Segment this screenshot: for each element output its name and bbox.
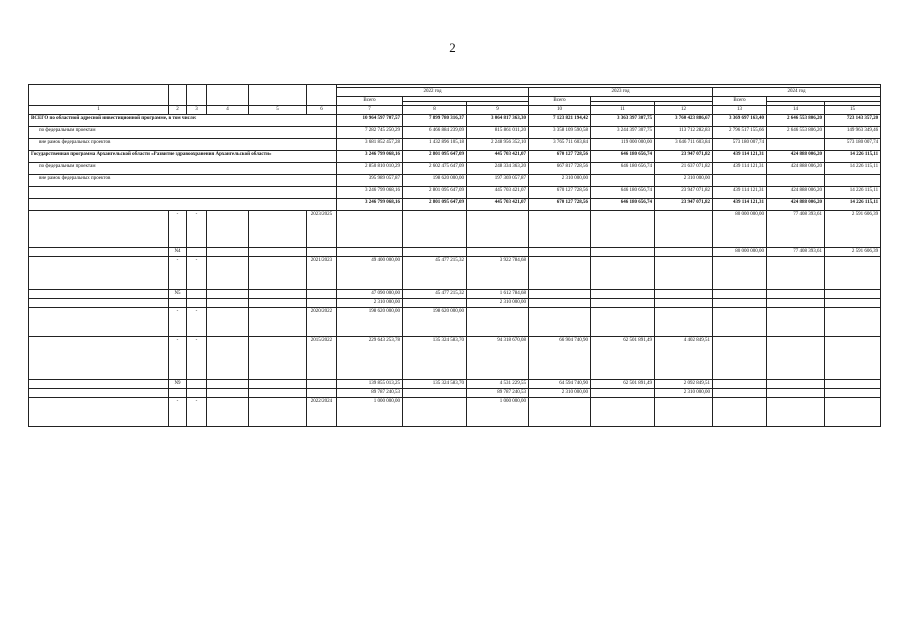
summary-row-value: 2 796 517 155,66 — [713, 127, 767, 139]
summary-row-value: 439 114 121,31 — [713, 187, 767, 199]
summary-row-value: 3 681 852 457,28 — [337, 139, 403, 151]
summary-row-value: 445 703 421,07 — [467, 151, 529, 163]
header-fund — [187, 85, 207, 106]
federal-project-value: 80 000 000,00 — [713, 248, 767, 257]
summary-row-value: 670 127 728,56 — [529, 151, 591, 163]
non-federal-value: 89 787 240,53 — [467, 389, 529, 398]
object-power — [207, 257, 249, 290]
summary-row-value: 424 888 006,20 — [767, 163, 825, 175]
federal-project-title — [29, 248, 169, 257]
object-value — [655, 398, 713, 427]
federal-project-row — [29, 248, 881, 257]
object-value — [655, 257, 713, 290]
column-number: 11 — [591, 106, 655, 115]
object-power — [207, 337, 249, 380]
summary-row-title: по федеральным проектам — [29, 127, 337, 139]
federal-project-value — [713, 380, 767, 389]
page-number: 2 — [449, 40, 456, 55]
empty-cell — [307, 248, 337, 257]
column-number: 8 — [403, 106, 467, 115]
non-federal-value: 89 787 240,53 — [337, 389, 403, 398]
summary-row — [29, 199, 881, 211]
object-value: 3 922 784,68 — [467, 257, 529, 290]
federal-project-value — [467, 248, 529, 257]
summary-row-value: 3 760 423 886,67 — [655, 115, 713, 127]
header-total-2024: Всего — [713, 97, 767, 106]
summary-row — [29, 139, 881, 151]
header-term — [307, 85, 337, 106]
object-value — [825, 257, 881, 290]
object-term: 2023/2025 — [307, 211, 337, 248]
empty-cell — [169, 389, 187, 398]
federal-project-value: 2 591 606,39 — [825, 248, 881, 257]
non-federal-value — [529, 299, 591, 308]
object-fund: - — [187, 257, 207, 290]
summary-row-value: 10 964 597 707,57 — [337, 115, 403, 127]
object-name — [29, 308, 169, 337]
federal-project-value — [529, 290, 591, 299]
non-federal-value: 2 310 000,00 — [529, 389, 591, 398]
summary-row-value: 2 850 810 010,29 — [337, 163, 403, 175]
object-value — [591, 398, 655, 427]
empty-cell — [187, 389, 207, 398]
object-customer — [249, 308, 307, 337]
object-row — [29, 398, 881, 427]
empty-cell — [207, 299, 249, 308]
federal-project-code: N9 — [169, 380, 187, 389]
summary-row-value: 670 127 728,56 — [529, 199, 591, 211]
empty-cell — [187, 290, 207, 299]
object-value — [655, 211, 713, 248]
summary-row-value: 2 248 956 352,10 — [467, 139, 529, 151]
non-federal-value — [825, 299, 881, 308]
federal-project-value — [767, 380, 825, 389]
object-value — [825, 337, 881, 380]
empty-cell — [249, 389, 307, 398]
summary-row-value: 439 114 121,31 — [713, 163, 767, 175]
empty-cell — [307, 290, 337, 299]
column-number: 5 — [249, 106, 307, 115]
empty-cell — [187, 299, 207, 308]
object-value — [825, 398, 881, 427]
object-value: 62 501 891,49 — [591, 337, 655, 380]
header-object — [29, 85, 169, 106]
object-value: 94 318 670,08 — [467, 337, 529, 380]
object-term: 2015/2022 — [307, 337, 337, 380]
non-federal-value — [591, 299, 655, 308]
summary-row — [29, 151, 881, 163]
federal-project-code: N5 — [169, 290, 187, 299]
object-code: - — [169, 257, 187, 290]
federal-project-value — [337, 248, 403, 257]
object-customer — [249, 211, 307, 248]
object-value — [591, 211, 655, 248]
object-value — [403, 211, 467, 248]
object-value — [713, 308, 767, 337]
object-term: 2022/2024 — [307, 398, 337, 427]
federal-project-value: 77 408 393,61 — [767, 248, 825, 257]
object-row — [29, 257, 881, 290]
federal-project-value — [529, 248, 591, 257]
summary-row-value: 23 947 071,82 — [655, 151, 713, 163]
summary-row-value: 3 064 817 363,30 — [467, 115, 529, 127]
summary-row-value: 424 888 006,20 — [767, 199, 825, 211]
object-term: 2020/2022 — [307, 308, 337, 337]
summary-row-value: 3 363 397 307,75 — [591, 115, 655, 127]
object-value — [767, 257, 825, 290]
object-value: 66 904 740,90 — [529, 337, 591, 380]
non-federal-value — [767, 389, 825, 398]
summary-row-title: Государственная программа Архангельской области «Развитие здравоохранения Архангельской области» — [29, 151, 337, 163]
object-value — [337, 211, 403, 248]
summary-row-value: 3 765 711 603,84 — [529, 139, 591, 151]
object-value: 80 000 000,00 — [713, 211, 767, 248]
empty-cell — [307, 380, 337, 389]
object-customer — [249, 257, 307, 290]
summary-row-value: 439 114 121,31 — [713, 151, 767, 163]
empty-cell — [187, 380, 207, 389]
object-code: - — [169, 398, 187, 427]
object-value: 4 402 849,51 — [655, 337, 713, 380]
federal-project-value — [825, 380, 881, 389]
investment-program-table — [28, 84, 881, 427]
column-number: 13 — [713, 106, 767, 115]
object-value — [713, 398, 767, 427]
object-value — [767, 398, 825, 427]
object-value: 2 591 606,39 — [825, 211, 881, 248]
non-federal-value: 2 310 000,00 — [337, 299, 403, 308]
summary-row-value: 3 358 109 590,58 — [529, 127, 591, 139]
object-fund: - — [187, 337, 207, 380]
non-federal-value — [591, 389, 655, 398]
federal-project-value — [655, 248, 713, 257]
column-numbers-row — [29, 106, 881, 115]
summary-row-value: 3 369 697 163,40 — [713, 115, 767, 127]
object-value: 1 000 000,00 — [337, 398, 403, 427]
non-federal-value — [767, 299, 825, 308]
federal-project-value: 45 477 215,32 — [403, 290, 467, 299]
object-value — [529, 398, 591, 427]
non-federal-value — [655, 299, 713, 308]
federal-project-value — [655, 290, 713, 299]
summary-row-value: 2 801 095 647,09 — [403, 187, 467, 199]
federal-project-title — [29, 290, 169, 299]
summary-row-value — [591, 175, 655, 187]
object-name — [29, 337, 169, 380]
summary-row-value: 7 123 821 194,42 — [529, 115, 591, 127]
summary-row-title — [29, 199, 337, 211]
summary-row-value: 424 888 006,20 — [767, 151, 825, 163]
summary-row-title: вне рамок федеральных проектов — [29, 175, 337, 187]
summary-row-title: по федеральным проектам — [29, 163, 337, 175]
object-power — [207, 211, 249, 248]
non-federal-value: 2 310 000,00 — [655, 389, 713, 398]
object-value — [529, 257, 591, 290]
summary-row-value: 3 246 799 068,16 — [337, 151, 403, 163]
column-number: 10 — [529, 106, 591, 115]
object-power — [207, 398, 249, 427]
header-year-2024: 2024 год — [713, 88, 881, 97]
object-value: 49 400 000,00 — [337, 257, 403, 290]
summary-row-value: 7 282 745 250,29 — [337, 127, 403, 139]
summary-row-value: 2 602 475 647,09 — [403, 163, 467, 175]
summary-row-value: 14 226 115,11 — [825, 163, 881, 175]
summary-row-value: 2 310 000,00 — [655, 175, 713, 187]
object-value — [529, 211, 591, 248]
federal-project-value: 1 612 784,68 — [467, 290, 529, 299]
object-value: 198 620 000,00 — [403, 308, 467, 337]
non-federal-title — [29, 389, 169, 398]
object-value: 1 000 000,00 — [467, 398, 529, 427]
object-value: 135 324 583,70 — [403, 337, 467, 380]
summary-row-value: 646 180 656,74 — [591, 163, 655, 175]
summary-row-value: 21 637 071,82 — [655, 163, 713, 175]
object-code: - — [169, 337, 187, 380]
column-number: 3 — [187, 106, 207, 115]
summary-row-title: вне рамок федеральных проектов — [29, 139, 337, 151]
summary-row — [29, 175, 881, 187]
object-value — [713, 337, 767, 380]
column-number: 7 — [337, 106, 403, 115]
object-power — [207, 308, 249, 337]
non-federal-value — [713, 389, 767, 398]
federal-project-row — [29, 380, 881, 389]
federal-project-value: 139 855 013,25 — [337, 380, 403, 389]
header-total-2023: Всего — [529, 97, 591, 106]
summary-row-value — [825, 175, 881, 187]
object-row — [29, 211, 881, 248]
summary-row-value: 14 226 115,11 — [825, 151, 881, 163]
object-row — [29, 308, 881, 337]
object-fund: - — [187, 308, 207, 337]
summary-row-value: 723 143 357,20 — [825, 115, 881, 127]
object-value — [403, 398, 467, 427]
empty-cell — [207, 290, 249, 299]
non-federal-value — [403, 299, 467, 308]
column-number: 14 — [767, 106, 825, 115]
empty-cell — [207, 248, 249, 257]
summary-row-value — [767, 139, 825, 151]
object-value — [713, 257, 767, 290]
summary-row-value: 14 226 115,11 — [825, 199, 881, 211]
summary-row-value: 573 180 007,74 — [825, 139, 881, 151]
summary-row-value: 3 246 799 068,16 — [337, 199, 403, 211]
column-number: 15 — [825, 106, 881, 115]
summary-row-value: 23 947 071,82 — [655, 187, 713, 199]
object-fund: - — [187, 398, 207, 427]
object-customer — [249, 398, 307, 427]
object-value — [655, 308, 713, 337]
object-value — [467, 308, 529, 337]
empty-cell — [169, 299, 187, 308]
summary-row-value: 248 334 363,20 — [467, 163, 529, 175]
object-value: 77 408 393,61 — [767, 211, 825, 248]
object-name — [29, 398, 169, 427]
summary-row-value: 646 180 656,74 — [591, 187, 655, 199]
object-value — [825, 308, 881, 337]
empty-cell — [187, 248, 207, 257]
non-federal-value — [825, 389, 881, 398]
object-value — [467, 211, 529, 248]
empty-cell — [207, 389, 249, 398]
non-federal-title — [29, 299, 169, 308]
object-code: - — [169, 308, 187, 337]
summary-row-value: 149 963 349,46 — [825, 127, 881, 139]
summary-row-value: 3 646 711 603,84 — [655, 139, 713, 151]
empty-cell — [307, 389, 337, 398]
object-name — [29, 211, 169, 248]
summary-row-value: 667 817 728,56 — [529, 163, 591, 175]
summary-row-value: 6 466 884 239,09 — [403, 127, 467, 139]
summary-row — [29, 127, 881, 139]
column-number: 9 — [467, 106, 529, 115]
summary-row-title: ВСЕГО по областной адресной инвестиционной программе, в том числе: — [29, 115, 337, 127]
summary-row-value: 646 180 656,74 — [591, 151, 655, 163]
summary-row — [29, 115, 881, 127]
column-number: 2 — [169, 106, 187, 115]
empty-cell — [249, 299, 307, 308]
header-year-2023: 2023 год — [529, 88, 713, 97]
summary-row-value: 198 620 000,00 — [403, 175, 467, 187]
summary-row — [29, 163, 881, 175]
summary-row-value: 2 801 095 647,09 — [403, 151, 467, 163]
summary-row-value: 670 127 728,56 — [529, 187, 591, 199]
federal-project-value — [713, 290, 767, 299]
summary-row-value: 23 947 071,82 — [655, 199, 713, 211]
federal-project-value — [825, 290, 881, 299]
object-value — [591, 308, 655, 337]
empty-cell — [249, 380, 307, 389]
summary-row-value: 3 244 397 307,75 — [591, 127, 655, 139]
header-year-2022: 2022 год — [337, 88, 529, 97]
empty-cell — [307, 299, 337, 308]
federal-project-value: 4 531 229,55 — [467, 380, 529, 389]
summary-row-value: 1 432 896 105,18 — [403, 139, 467, 151]
object-row — [29, 337, 881, 380]
summary-row-value: 646 180 656,74 — [591, 199, 655, 211]
object-value — [767, 308, 825, 337]
federal-project-value: 47 090 000,00 — [337, 290, 403, 299]
federal-project-value — [591, 290, 655, 299]
column-number: 6 — [307, 106, 337, 115]
federal-project-row — [29, 290, 881, 299]
object-value — [767, 337, 825, 380]
object-customer — [249, 337, 307, 380]
federal-project-value: 62 501 891,49 — [591, 380, 655, 389]
header-code — [169, 85, 187, 106]
column-number: 1 — [29, 106, 169, 115]
non-federal-value — [713, 299, 767, 308]
object-value: 198 620 000,00 — [337, 308, 403, 337]
object-code: - — [169, 211, 187, 248]
summary-row-title — [29, 187, 337, 199]
summary-row-value: 2 646 553 806,20 — [767, 127, 825, 139]
column-number: 12 — [655, 106, 713, 115]
federal-project-code: N4 — [169, 248, 187, 257]
summary-row-value — [713, 175, 767, 187]
summary-row-value: 3 246 799 068,16 — [337, 187, 403, 199]
object-value — [591, 257, 655, 290]
object-name — [29, 257, 169, 290]
non-federal-row — [29, 299, 881, 308]
summary-row-value: 424 888 006,20 — [767, 187, 825, 199]
federal-project-value — [591, 248, 655, 257]
federal-project-value — [767, 290, 825, 299]
empty-cell — [207, 380, 249, 389]
non-federal-row — [29, 389, 881, 398]
header-customer — [249, 85, 307, 106]
object-value: 229 643 253,78 — [337, 337, 403, 380]
summary-row-value: 197 369 057,87 — [467, 175, 529, 187]
summary-row-value: 445 703 421,07 — [467, 187, 529, 199]
summary-row — [29, 187, 881, 199]
summary-row-value: 445 703 421,07 — [467, 199, 529, 211]
object-term: 2021/2023 — [307, 257, 337, 290]
summary-row-value: 439 114 121,31 — [713, 199, 767, 211]
summary-row-value: 14 226 115,11 — [825, 187, 881, 199]
header-total-2022: Всего — [337, 97, 403, 106]
empty-cell — [249, 248, 307, 257]
summary-row-value: 573 180 007,74 — [713, 139, 767, 151]
object-value: 45 477 215,32 — [403, 257, 467, 290]
federal-project-value: 2 092 849,51 — [655, 380, 713, 389]
object-value — [529, 308, 591, 337]
summary-row-value: 119 000 000,00 — [591, 139, 655, 151]
summary-row-value: 2 310 000,00 — [529, 175, 591, 187]
federal-project-value — [403, 248, 467, 257]
summary-row-value: 395 989 057,87 — [337, 175, 403, 187]
summary-row-value: 113 712 282,83 — [655, 127, 713, 139]
non-federal-value: 2 310 000,00 — [467, 299, 529, 308]
header-power — [207, 85, 249, 106]
summary-row-value: 2 801 095 647,09 — [403, 199, 467, 211]
federal-project-value: 135 324 583,70 — [403, 380, 467, 389]
summary-row-value: 2 646 553 806,20 — [767, 115, 825, 127]
summary-row-value — [767, 175, 825, 187]
column-number: 4 — [207, 106, 249, 115]
non-federal-value — [403, 389, 467, 398]
summary-row-value: 815 861 011,20 — [467, 127, 529, 139]
empty-cell — [249, 290, 307, 299]
federal-project-value: 64 594 740,90 — [529, 380, 591, 389]
federal-project-title — [29, 380, 169, 389]
summary-row-value: 7 899 780 316,37 — [403, 115, 467, 127]
object-fund: - — [187, 211, 207, 248]
